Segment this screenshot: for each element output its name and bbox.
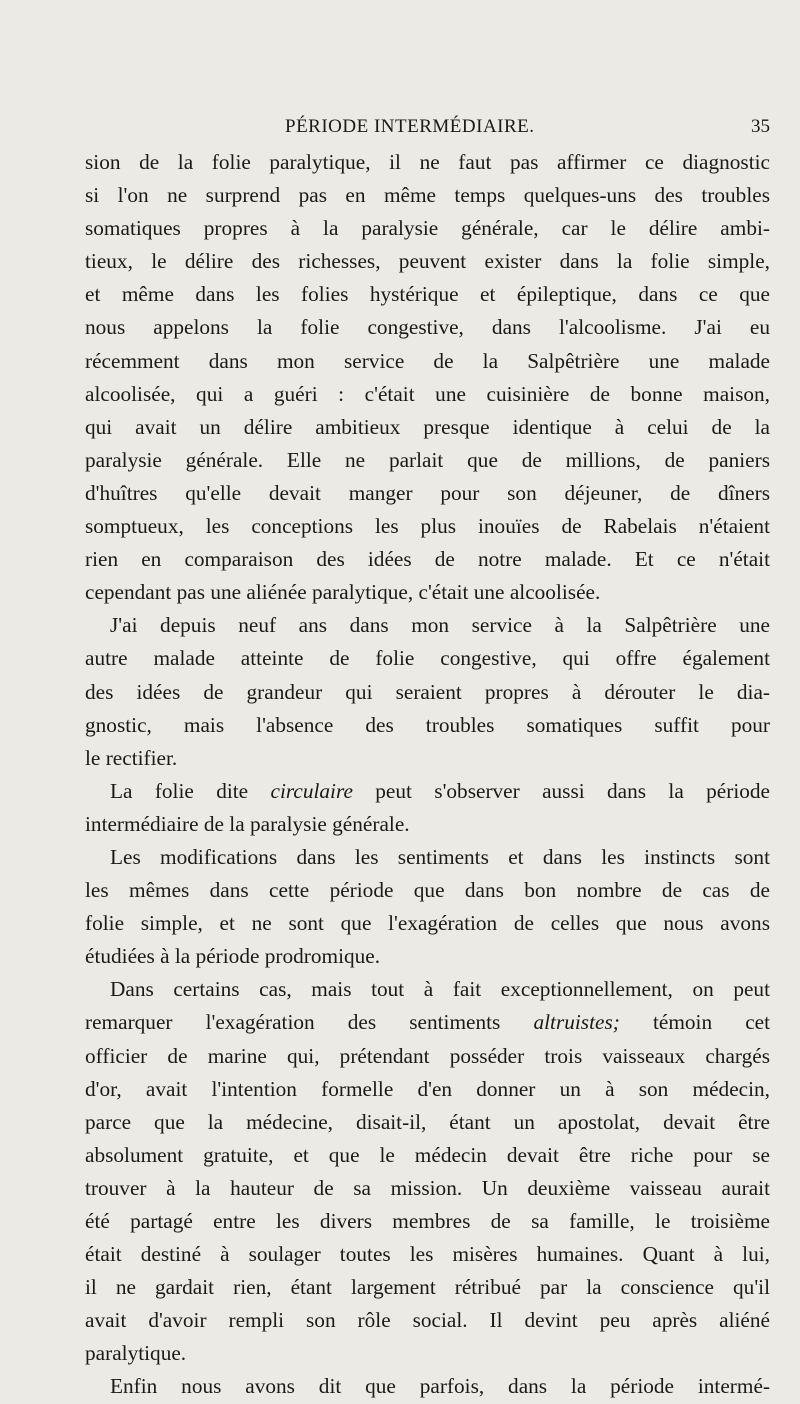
text-line: nous appelons la folie congestive, dans l'alcoolisme. J'ai eu <box>85 315 770 340</box>
text-line: autre malade atteinte de folie congestive, qui offre également <box>85 646 770 671</box>
text-line: paralytique. <box>85 1341 187 1366</box>
text-segment: témoin cet <box>652 1010 770 1035</box>
text-line: les mêmes dans cette période que dans bon nombre de cas de <box>85 878 770 903</box>
italic-term: altruistes; <box>533 1010 620 1035</box>
text-line: si l'on ne surprend pas en même temps quelques-uns des troubles <box>85 183 770 208</box>
text-line: tieux, le délire des richesses, peuvent exister dans la folie simple, <box>85 249 770 274</box>
text-line <box>85 775 770 808</box>
text-segment: peut s'observer aussi dans la période <box>375 778 770 803</box>
text-line: absolument gratuite, et que le médecin devait être riche pour se <box>85 1142 770 1167</box>
text-line: d'or, avait l'intention formelle d'en donner un à son médecin, <box>85 1076 770 1101</box>
text-line: paralysie générale. Elle ne parlait que de millions, de paniers <box>85 447 770 472</box>
page-number: 35 <box>751 116 770 137</box>
text-segment: remarquer l'exagération des sentiments <box>85 1010 501 1035</box>
text-line: trouver à la hauteur de sa mission. Un deuxième vaisseau aurait <box>85 1175 770 1200</box>
text-line: folie simple, et ne sont que l'exagération de celles que nous avons <box>85 911 770 936</box>
italic-term: circulaire <box>270 778 353 803</box>
text-line: Enfin nous avons dit que parfois, dans la période intermé- <box>110 1374 770 1399</box>
text-line: il ne gardait rien, étant largement rétribué par la conscience qu'il <box>85 1275 770 1300</box>
text-line: gnostic, mais l'absence des troubles somatiques suffit pour <box>85 712 770 737</box>
text-line: intermédiaire de la paralysie générale. <box>85 811 410 836</box>
text-line: qui avait un délire ambitieux presque identique à celui de la <box>85 414 770 439</box>
text-line: somatiques propres à la paralysie générale, car le délire ambi- <box>85 216 770 241</box>
text-line: somptueux, les conceptions les plus inouïes de Rabelais n'étaient <box>85 514 770 539</box>
text-line: avait d'avoir rempli son rôle social. Il devint peu après aliéné <box>85 1308 770 1333</box>
text-line: Dans certains cas, mais tout à fait exceptionnellement, on peut <box>110 977 770 1002</box>
running-head: PÉRIODE INTERMÉDIAIRE. <box>285 116 535 137</box>
text-line: J'ai depuis neuf ans dans mon service à la Salpêtrière une <box>110 613 770 638</box>
text-segment: La folie dite <box>110 778 249 803</box>
text-line: le rectifier. <box>85 745 178 770</box>
text-line: Les modifications dans les sentiments et dans les instincts sont <box>110 844 770 869</box>
text-line: cependant pas une aliénée paralytique, c'était une alcoolisée. <box>85 580 601 605</box>
text-line: des idées de grandeur qui seraient propres à dérouter le dia- <box>85 679 770 704</box>
text-line: alcoolisée, qui a guéri : c'était une cuisinière de bonne maison, <box>85 381 770 406</box>
text-line: était destiné à soulager toutes les misères humaines. Quant à lui, <box>85 1242 770 1267</box>
text-line: sion de la folie paralytique, il ne faut pas affirmer ce diagnostic <box>85 150 770 174</box>
text-line: rien en comparaison des idées de notre malade. Et ce n'était <box>85 547 770 572</box>
page-header <box>85 116 770 146</box>
text-line: été partagé entre les divers membres de sa famille, le troisième <box>85 1209 770 1233</box>
text-line: d'huîtres qu'elle devait manger pour son déjeuner, de dîners <box>85 480 770 505</box>
text-line: récemment dans mon service de la Salpêtrière une malade <box>85 348 770 373</box>
text-line: et même dans les folies hystérique et épileptique, dans ce que <box>85 282 770 307</box>
text-line: parce que la médecine, disait-il, étant un apostolat, devait être <box>85 1109 770 1134</box>
text-line: étudiées à la période prodromique. <box>85 944 381 969</box>
text-line: officier de marine qui, prétendant posséder trois vaisseaux chargés <box>85 1043 770 1068</box>
text-line <box>85 1006 770 1039</box>
body-text <box>85 146 770 1404</box>
